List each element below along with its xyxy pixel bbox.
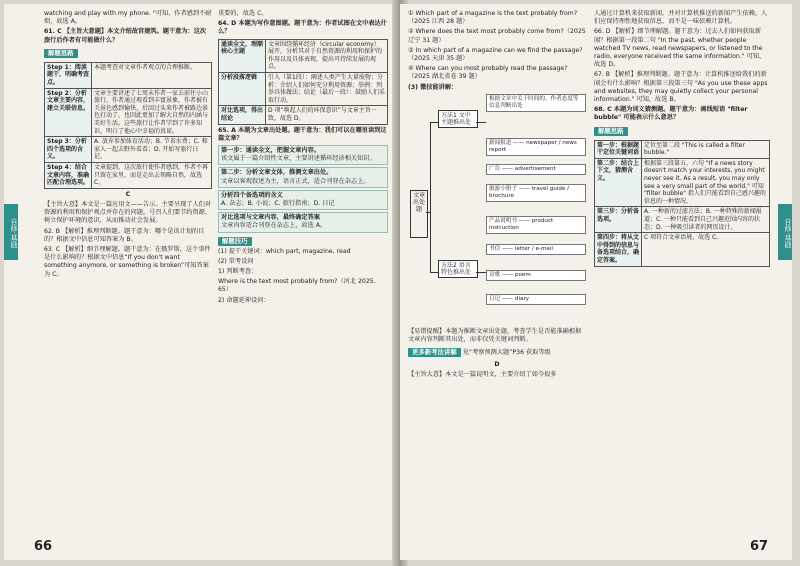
- mindmap-branch: [430, 122, 438, 123]
- step-box-title: 对比选项与文章内容，最终确定答案: [221, 214, 320, 222]
- right-column-2: [594, 10, 770, 269]
- passage-label: D: [494, 361, 500, 369]
- step-text: 文章围绕循环经济（circular economy）展开，分析其对于自然资源的利用和保护的作用以及具体表现，提出可持续发展的观点。: [266, 39, 388, 72]
- step-box-text: 文章内容适合刊登在杂志上，故选 A。: [221, 222, 327, 230]
- strategy-header: 解题思路: [44, 49, 78, 58]
- mindmap-node: 书信 —— letter / e-mail: [486, 244, 586, 255]
- step-box-title: 第二步：分析文章文体，推测文章出处。: [221, 169, 333, 177]
- intro-text: watching and play with my phone. "可知，作者感到不耐烦，故选 A。: [44, 10, 212, 26]
- q67-text: 67. B 【解析】推理判断题。题干意为：计算机推送给我们的新闻会有什么影响？根据第三段第三句 "As you use these apps and websites, they may quietly collect your personal information." 可知，故选 B。: [594, 71, 768, 104]
- error-note: 【易错提醒】本题为推断文章出处题，考查学生是否能准确根据文章内容判断其出处，而非仅凭关键词判断。: [408, 327, 582, 344]
- step-label: Step 2：分析文章主要内容，建立关联信息。: [45, 88, 92, 137]
- table-row: [219, 72, 388, 105]
- question-variant: ④ Where can you most probably read the passage?（2025 湖北省卷 39 题）: [408, 65, 568, 81]
- step-label: Step 4：结合文章内容，准确匹配合理选项。: [45, 162, 92, 188]
- tip-line: 1) 判断考查：: [218, 267, 258, 275]
- mindmap-node: 根据文章中关于时间的、作者态度等信息判断出处: [486, 94, 586, 112]
- more-link[interactable]: [408, 346, 586, 359]
- step-label: 对比选项，得出结论: [219, 106, 266, 124]
- left-side-tab: 自修·基础: [4, 204, 18, 260]
- step-label: 分析段落逻辑: [219, 72, 266, 105]
- mindmap-node: 新闻报道 —— newspaper / news report: [486, 138, 586, 156]
- table-row: [45, 137, 212, 163]
- mindmap-node: 旅游小册子 —— travel guide / brochure: [486, 184, 586, 202]
- tip-line: Where is the text most probably from?（河北 2025. 65）: [218, 278, 376, 294]
- tip-line: (2) 常考设问: [218, 257, 254, 265]
- method-2-box: 方法2 语言特色推出处: [438, 260, 478, 278]
- right-page-number: 67: [750, 539, 769, 554]
- table-row: [45, 62, 212, 88]
- mindmap-root: 文章出处题: [410, 190, 428, 238]
- table-row: [595, 233, 770, 266]
- step-box: [218, 167, 388, 187]
- q65-text: 65. A 本题为文章出处题。题干意为：我们可以在哪里读到这篇文章？: [218, 126, 387, 142]
- step-label: 通读全文，理顺核心主题: [219, 39, 266, 72]
- mindmap-node: 产品说明书 —— product instruction: [486, 216, 586, 234]
- strategy-table: [44, 62, 212, 189]
- mindmap-heading: (3) 微技能讲解：: [408, 83, 458, 91]
- step-box: [218, 145, 388, 165]
- mindmap-branch: [476, 272, 486, 273]
- theme-paragraph: 【主旨大意】本文是一篇应用文——告示。主要呈现了人们对资源的利用和保护观点并存在的问题，号召人们要节约资源，树立保护环境的意识，从而推动社会发展。: [44, 200, 212, 225]
- q64-text: 64. D 本题为写作意图题。题干意为：作者试图在文中表达什么？: [218, 20, 387, 36]
- mindmap-branch: [430, 272, 438, 273]
- table-row: [595, 140, 770, 158]
- q66-text: 66. D 【解析】细节理解题。题干意为：过去人们如何获取新闻？根据第一段第二句 "In the past, whether people watched TV news, read newspapers, or listened to the radio, everyone received the same information." 可知，故选 D。: [594, 28, 766, 69]
- left-page: [4, 4, 396, 560]
- more-label: 更多新考法讲解: [408, 348, 461, 357]
- q63-text: 63. C 【解析】细节理解题。题干意为：在俄罗斯，这个事件是什么影响的？根据文中信息“If you don't want something anymore, or something is broken”可知答案为 C。: [44, 245, 211, 278]
- step-box: [218, 190, 388, 210]
- question-variant: ① Which part of a magazine is the text probably from?（2025 江西 28 题）: [408, 10, 578, 26]
- mindmap-branch: [476, 122, 486, 123]
- step-box-text: 该文属于一篇介绍性文章，主要讲述循环经济相关知识。: [221, 155, 376, 163]
- mindmap-node: 日记 —— diary: [486, 294, 586, 305]
- mindmap-trunk: [430, 122, 431, 272]
- step-box-text: 文章以客观叙述为主，语言正式，适合刊登在杂志上。: [221, 177, 370, 185]
- passage-label: C: [125, 190, 131, 198]
- tip-line: 2) 命题延伸设问：: [218, 296, 270, 304]
- tip-line: (1) 提干关键词：which part, magazine, read: [218, 247, 351, 255]
- q64-carryover: 重要的，故选 C。: [218, 10, 268, 17]
- mindmap-node: 诗歌 —— poem: [486, 270, 586, 281]
- step-label: Step 1：阅读题干，明确考查点。: [45, 62, 92, 88]
- table-row: [45, 88, 212, 137]
- right-page: [400, 4, 792, 560]
- step-box: [218, 212, 388, 232]
- q62-text: 62. B 【解析】推理判断题。题干意为：哪个是该计划的目的？根据文中信息可知答案为 B。: [44, 227, 205, 243]
- table-row: [219, 39, 388, 72]
- table-row: [45, 162, 212, 188]
- mind-map: [408, 94, 586, 326]
- mindmap-branch: [426, 212, 430, 213]
- question-variant: ② Where does the text most probably come from?（2025 辽宁 31 题）: [408, 28, 586, 44]
- question-variant: ③ In which part of a magazine can we find the passage?（2025 天津 35 题）: [408, 46, 583, 63]
- step-text: A. 放弃参加体育活动；B. 节省水费；C. 和家人一起去野外看看；D. 开始写旅行日记。: [92, 137, 212, 163]
- left-page-number: 66: [34, 539, 53, 554]
- right-side-tab: 自修·基础: [778, 204, 792, 260]
- step-label: 第三步：分析备选项。: [595, 207, 642, 233]
- q68-header: 解题思路: [594, 127, 628, 136]
- step-text: 本题考查对文章作者观点的合理推断。: [92, 62, 212, 88]
- step-text: 定位至第二段 "This is called a filter bubble.": [642, 140, 770, 158]
- table-row: [219, 106, 388, 124]
- table-row: [595, 158, 770, 207]
- d-theme: 【主旨大意】本文是一篇说明文，主要介绍了如今很多: [408, 371, 557, 379]
- step-box-text: A. 杂志；B. 小说；C. 旅行指南；D. 日记: [221, 199, 335, 207]
- step-label: 第四步：将从文中得到的信息与备选项结合，确定答案。: [595, 233, 642, 266]
- theme-carryover: 人通过计算机来获取新闻，并对计算机推送的新闻产生依赖，人们应保持理性地获取信息，而不是一味依赖计算机。: [594, 10, 768, 26]
- step-text: C 项符合文章语境，故选 C。: [642, 233, 770, 266]
- tips-header: 解题技巧: [218, 237, 252, 246]
- left-column-2: [218, 10, 388, 307]
- step-text: D 项“唤起人们的环保意识”与文章主旨一致，故选 D。: [266, 106, 388, 124]
- step-box-title: 分析四个备选项的含义: [221, 191, 283, 199]
- step-label: 第二步：结合上下文，猜测含义。: [595, 158, 642, 207]
- step-text: 根据第三段第五、六句 "If a news story doesn't match your interests, you might never see it. As a result, you may only see a very small part of the world." 可知 "filter bubble" 指人们只能看到自己感兴趣的信息的一种情况。: [642, 158, 770, 207]
- right-column-1: [408, 10, 586, 382]
- q61-text: 61. C 【主旨大意题】本文介绍故宫建筑。题干意为：这次旅行后作者有可能做什么？: [44, 28, 207, 44]
- step-text: 文章提到，这次旅行使作者感到，作者不再只留在家里，而是走出去领略自然，故选 C。: [92, 162, 212, 188]
- more-text: 见“考察预测大题”P36 获取等级: [462, 349, 551, 357]
- step-label: 第一步：根据题干定位关键词语: [595, 140, 642, 158]
- mindmap-node: 广告 —— advertisement: [486, 164, 586, 175]
- left-column-1: [44, 10, 212, 281]
- step-box-title: 第一步：通读全文，把握文章内容。: [221, 146, 320, 154]
- table-row: [595, 207, 770, 233]
- q68-table: [594, 140, 770, 267]
- step-text: 引入（第1段）：阐述人类产生大量废物；分析：介绍人们如何充分利用资源；举例：列举具体做法；结论（最后一段）：鼓励人们采取行动。: [266, 72, 388, 105]
- step-text: A. 一种新的过滤方法；B. 一种特殊的新闻报道；C. 一种只能看到自己兴趣范围内容的状态；D. 一种吸引读者的网页设计。: [642, 207, 770, 233]
- method-1-box: 方法1 文中主题推出处: [438, 110, 478, 128]
- q64-table: [218, 39, 388, 125]
- step-label: Step 3：分析四个选项的含义。: [45, 137, 92, 163]
- step-text: 文章主要讲述了七周末作者一家去前往小山旅行，作者通过观看到丰富景象，作者被有关景色感到愉快，后回过头来作者被路边景色打动了，也因此更加了解大自然的内涵与美好生活。这些旅行让作者学到了许多知识，明白了他心中幸福的真谛。: [92, 88, 212, 137]
- q68-text: 68. C 本题为词义猜测题。题干意为：画线短语 "filter bubble" 可能表示什么意思？: [594, 106, 748, 122]
